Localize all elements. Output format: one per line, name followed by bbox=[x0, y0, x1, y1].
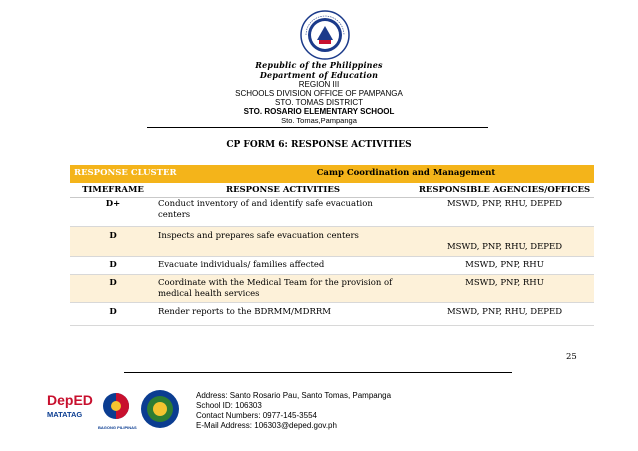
footer-email: E-Mail Address: 106303@deped.gov.ph bbox=[196, 421, 337, 430]
header-region: REGION III bbox=[298, 80, 340, 89]
header-location: Sto. Tomas,Pampanga bbox=[281, 116, 357, 125]
deped-logo-text: DepED bbox=[47, 392, 93, 408]
activity-line-2: centers bbox=[158, 210, 191, 220]
activity-line-1: Coordinate with the Medical Team for the provision of bbox=[158, 278, 393, 288]
header-republic: Republic of the Philippines bbox=[255, 60, 383, 70]
deped-seal-logo bbox=[300, 10, 350, 60]
agencies-cell: MSWD, PNP, RHU bbox=[465, 278, 544, 288]
activity-line-2: medical health services bbox=[158, 289, 260, 299]
timeframe-cell: D bbox=[109, 260, 117, 270]
bagong-pilipinas-logo bbox=[98, 391, 137, 430]
matatag-logo-text: MATATAG bbox=[47, 410, 83, 419]
agencies-cell: MSWD, PNP, RHU bbox=[465, 260, 544, 270]
activity-line-1: Evacuate individuals/ families affected bbox=[158, 260, 325, 270]
bagong-pilipinas-icon bbox=[98, 391, 134, 421]
table-header-row bbox=[70, 183, 594, 198]
form-title: CP FORM 6: RESPONSE ACTIVITIES bbox=[226, 140, 412, 150]
cluster-row bbox=[70, 165, 594, 183]
header-division: SCHOOLS DIVISION OFFICE OF PAMPANGA bbox=[235, 89, 403, 98]
activity-line-1: Conduct inventory of and identify safe evacuation bbox=[158, 199, 373, 209]
footer-divider bbox=[124, 372, 512, 373]
header-department: Department of Education bbox=[259, 70, 379, 80]
cluster-value: Camp Coordination and Management bbox=[316, 168, 496, 178]
activity-line-1: Inspects and prepares safe evacuation centers bbox=[158, 231, 359, 241]
table-row bbox=[70, 275, 594, 303]
activity-line-1: Render reports to the BDRMM/MDRRM bbox=[158, 307, 331, 317]
table-row bbox=[70, 257, 594, 275]
header-divider bbox=[147, 127, 488, 128]
timeframe-cell: D+ bbox=[105, 199, 121, 209]
table-row bbox=[70, 303, 594, 326]
page-number: 25 bbox=[566, 352, 577, 362]
footer-address: Address: Santo Rosario Pau, Santo Tomas, Pampanga bbox=[196, 391, 392, 400]
header-school: STO. ROSARIO ELEMENTARY SCHOOL bbox=[243, 107, 395, 116]
agencies-cell: MSWD, PNP, RHU, DEPED bbox=[446, 199, 563, 209]
agencies-cell: MSWD, PNP, RHU, DEPED bbox=[446, 242, 563, 252]
timeframe-cell: D bbox=[109, 307, 117, 317]
footer-school-id: School ID: 106303 bbox=[196, 401, 262, 410]
agencies-cell: MSWD, PNP, RHU, DEPED bbox=[446, 307, 563, 317]
school-seal-icon bbox=[140, 389, 180, 429]
column-header-agencies: RESPONSIBLE AGENCIES/OFFICES bbox=[418, 185, 591, 195]
column-header-activities: RESPONSE ACTIVITIES bbox=[226, 185, 340, 195]
header-district: STO. TOMAS DISTRICT bbox=[274, 98, 363, 107]
bagong-pilipinas-text: BAGONG PILIPINAS bbox=[98, 425, 137, 430]
timeframe-cell: D bbox=[109, 278, 117, 288]
column-header-timeframe: TIMEFRAME bbox=[82, 185, 144, 195]
footer-contact: Contact Numbers: 0977-145-3554 bbox=[196, 411, 317, 420]
timeframe-cell: D bbox=[109, 231, 117, 241]
school-seal-logo bbox=[140, 389, 180, 429]
cluster-label: RESPONSE CLUSTER bbox=[74, 168, 177, 178]
table-row bbox=[70, 227, 594, 257]
deped-matatag-logo bbox=[47, 392, 95, 430]
table-row bbox=[70, 198, 594, 227]
